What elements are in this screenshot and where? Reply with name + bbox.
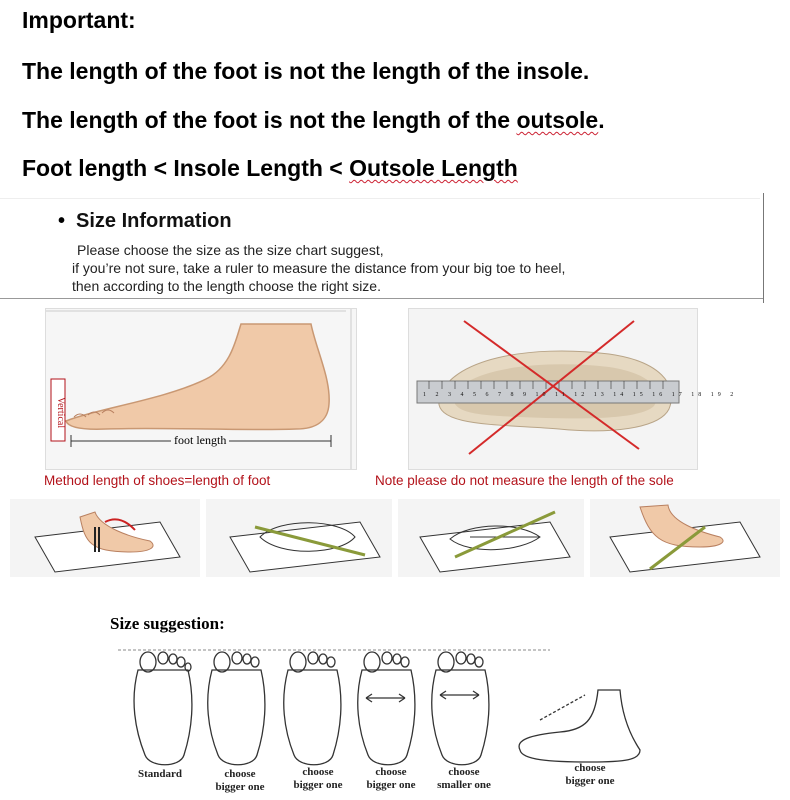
label-choose-bigger-3: choose bigger one (366, 766, 416, 791)
info-line-3: then according to the length choose the right size. (72, 278, 381, 294)
label-choose-bigger-1: choose bigger one (215, 768, 265, 793)
method-caption: Method length of shoes=length of foot (44, 473, 271, 488)
panel-top-rule (0, 198, 760, 199)
size-information-title: Size Information (76, 210, 232, 232)
foot-length-label: foot length (171, 433, 229, 448)
foot-measure-photo (45, 308, 357, 470)
vertical-label: Vertical (55, 397, 66, 429)
note-caption: Note please do not measure the length of the sole (375, 473, 674, 488)
ruler-numbers: 1 2 3 4 5 6 7 8 9 10 11 12 13 14 15 16 17 18 19 2 (423, 392, 738, 398)
method-images (0, 497, 790, 580)
info-line-1: Please choose the size as the size chart suggest, (77, 242, 384, 258)
important-heading: Important: (22, 7, 136, 33)
method-images-row (0, 497, 790, 580)
info-bullet: • (58, 210, 66, 232)
sole-measure-photo (408, 308, 738, 470)
label-choose-bigger-2: choose bigger one (293, 766, 343, 791)
panel-right-rule (763, 193, 764, 303)
label-choose-bigger-side: choose bigger one (565, 762, 615, 787)
foot-shapes (0, 640, 790, 768)
length-comparison-note: Foot length < Insole Length < Outsole Length (22, 155, 518, 181)
sole-illustration (409, 309, 697, 469)
foot-vs-insole-note: The length of the foot is not the length of the insole. (22, 58, 590, 84)
info-line-2: if you’re not sure, take a ruler to measure the distance from your big toe to heel, (72, 260, 566, 276)
label-choose-smaller: choose smaller one (437, 766, 491, 791)
info-divider (0, 298, 763, 299)
foot-vs-outsole-note: The length of the foot is not the length of the outsole. (22, 107, 605, 133)
size-suggestion-title: Size suggestion: (110, 614, 225, 633)
label-standard: Standard (137, 768, 183, 780)
